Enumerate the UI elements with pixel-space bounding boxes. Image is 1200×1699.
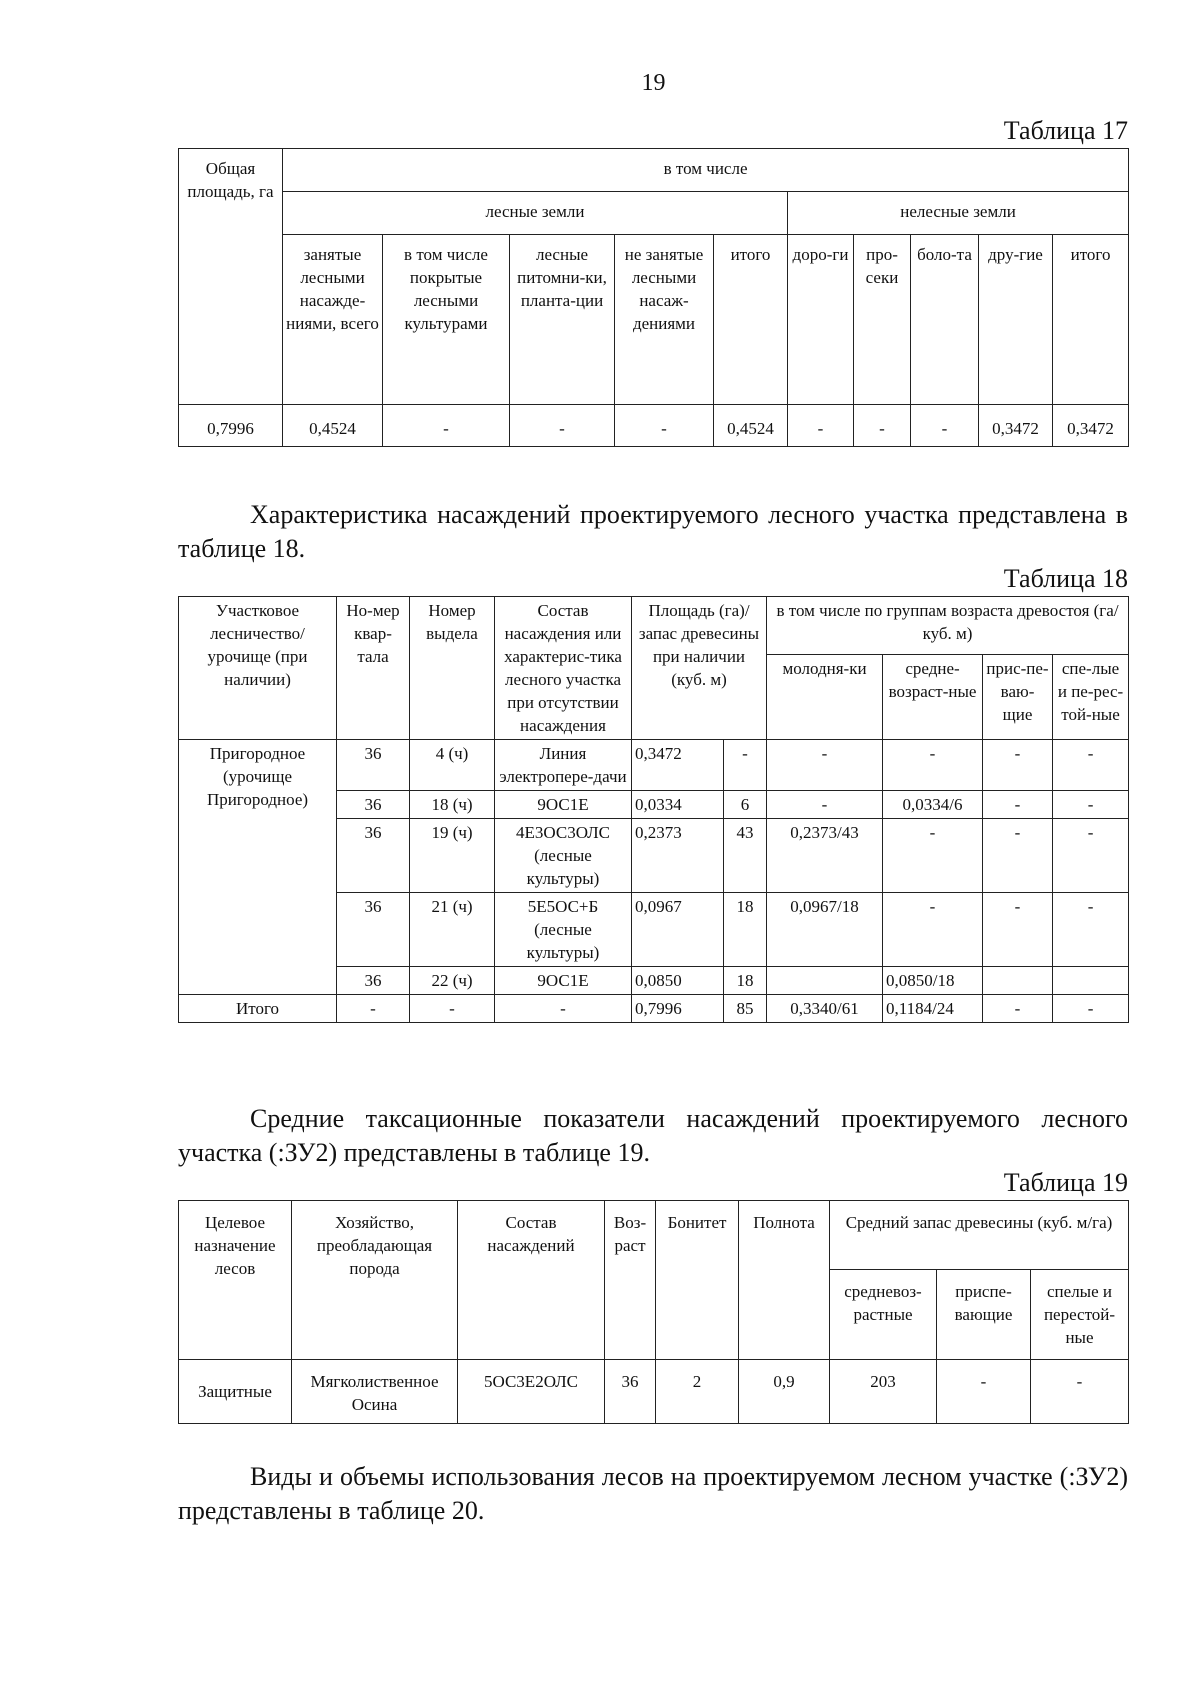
header-area: Площадь (га)/запас древесины при наличии (куб. м): [632, 597, 767, 740]
table-cell: -: [1053, 819, 1129, 893]
table-cell: -: [1053, 893, 1129, 967]
header-age-groups: в том числе по группам возраста древостоя (га/куб. м): [767, 597, 1129, 655]
table-cell: -: [983, 893, 1053, 967]
table-total-row: [179, 995, 1129, 1023]
table-cell: -: [983, 819, 1053, 893]
page-number: 19: [641, 70, 666, 96]
table-cell: -: [1053, 791, 1129, 819]
table-cell: -: [510, 405, 615, 447]
header-total-forest: итого: [714, 235, 788, 405]
table-cell: 36: [337, 893, 410, 967]
table-cell: 0,0850: [632, 967, 724, 995]
table-cell: [983, 967, 1053, 995]
header-covered-cultures: в том числе покрытые лесными культурами: [383, 235, 510, 405]
table-cell: 9ОС1Е: [495, 967, 632, 995]
table-cell: 6: [724, 791, 767, 819]
header-including: в том числе: [283, 149, 1129, 192]
header-density: Полнота: [739, 1201, 830, 1360]
header-roads: доро-ги: [788, 235, 854, 405]
header-purpose: Целевое назначение лесов: [179, 1201, 292, 1360]
header-stock: Средний запас древесины (куб. м/га): [830, 1201, 1129, 1270]
header-quarter: Но-мер квар-тала: [337, 597, 410, 740]
header-economy: Хозяйство, преобладающая порода: [292, 1201, 458, 1360]
header-mature: спелые и перестой-ные: [1031, 1270, 1129, 1360]
table-cell: 18 (ч): [410, 791, 495, 819]
table-cell: 0,0967: [632, 893, 724, 967]
paragraph-table-19: Средние таксационные показатели насаждений проектируемого лесного участка (:ЗУ2) представлены в таблице 19.: [178, 1104, 1128, 1167]
table-cell: -: [410, 995, 495, 1023]
table-cell: [767, 967, 883, 995]
table-cell: 22 (ч): [410, 967, 495, 995]
table-cell: 36: [605, 1360, 656, 1424]
table-cell: 0,7996: [179, 405, 283, 447]
table-cell: 0,0334: [632, 791, 724, 819]
table-cell: -: [883, 893, 983, 967]
table-cell: 4 (ч): [410, 740, 495, 791]
table-cell: 0,3472: [1053, 405, 1129, 447]
header-not-occupied: не занятые лесными насаж-дениями: [615, 235, 714, 405]
table-cell: 36: [337, 740, 410, 791]
table-cell: 43: [724, 819, 767, 893]
table-cell: 18: [724, 893, 767, 967]
header-ripening: прис-пе-ваю-щие: [983, 655, 1053, 740]
table-cell: -: [1031, 1360, 1129, 1424]
table-17: [178, 148, 1129, 447]
table-cell: 203: [830, 1360, 937, 1424]
table-cell: 85: [724, 995, 767, 1023]
table-cell: 0,0850/18: [883, 967, 983, 995]
table-cell: 0,7996: [632, 995, 724, 1023]
header-young: молодня-ки: [767, 655, 883, 740]
header-middle: средневоз-растные: [830, 1270, 937, 1360]
header-composition: Состав насаждения или характерис-тика лесного участка при отсутствии насаждения: [495, 597, 632, 740]
table-cell: 0,3340/61: [767, 995, 883, 1023]
header-total-area: Общая площадь, га: [179, 149, 283, 405]
table-cell: 19 (ч): [410, 819, 495, 893]
table-cell: -: [983, 740, 1053, 791]
table-cell: 0,1184/24: [883, 995, 983, 1023]
header-allotment: Номер выдела: [410, 597, 495, 740]
header-ripening: приспе-вающие: [937, 1270, 1031, 1360]
table-cell: -: [883, 819, 983, 893]
header-forest-lands: лесные земли: [283, 192, 788, 235]
table-cell: Защитные: [179, 1360, 292, 1424]
table-cell: -: [788, 405, 854, 447]
header-swamps: боло-та: [911, 235, 979, 405]
table-cell: -: [1053, 740, 1129, 791]
table-cell: -: [337, 995, 410, 1023]
header-bonitet: Бонитет: [656, 1201, 739, 1360]
table-cell: -: [983, 791, 1053, 819]
header-middle: средне-возраст-ные: [883, 655, 983, 740]
table-cell: 9ОС1Е: [495, 791, 632, 819]
header-nonforest-lands: нелесные земли: [788, 192, 1129, 235]
paragraph-table-18: Характеристика насаждений проектируемого лесного участка представлена в таблице 18.: [178, 500, 1128, 563]
table-row: [179, 1360, 1129, 1424]
table-cell: Линия электропере-дачи: [495, 740, 632, 791]
table-cell: 0,0967/18: [767, 893, 883, 967]
table-cell: 0,3472: [632, 740, 724, 791]
header-clearings: про-секи: [854, 235, 911, 405]
table-row: [179, 740, 1129, 791]
table-cell: 4Е3ОС3ОЛС (лесные культуры): [495, 819, 632, 893]
table-cell: -: [911, 405, 979, 447]
table-cell: 0,3472: [979, 405, 1053, 447]
table-cell: 36: [337, 819, 410, 893]
table-cell: -: [883, 740, 983, 791]
table-cell: 5ОС3Е2ОЛС: [458, 1360, 605, 1424]
table-cell: -: [615, 405, 714, 447]
table-cell: 21 (ч): [410, 893, 495, 967]
paragraph-table-20: Виды и объемы использования лесов на проектируемом лесном участке (:ЗУ2) представлены в таблице 20.: [178, 1462, 1128, 1525]
header-occupied: занятые лесными насажде-ниями, всего: [283, 235, 383, 405]
table-19-caption: Таблица 19: [1003, 1168, 1128, 1197]
table-19: [178, 1200, 1129, 1424]
header-composition: Состав насаждений: [458, 1201, 605, 1360]
table-cell: -: [383, 405, 510, 447]
table-cell: 36: [337, 967, 410, 995]
table-cell: [1053, 967, 1129, 995]
header-mature: спе-лые и пе-рес-той-ные: [1053, 655, 1129, 740]
table-cell: 0,2373/43: [767, 819, 883, 893]
header-total-nonforest: итого: [1053, 235, 1129, 405]
table-cell: 0,4524: [283, 405, 383, 447]
table-cell: -: [937, 1360, 1031, 1424]
table-cell: -: [983, 995, 1053, 1023]
table-cell: -: [767, 791, 883, 819]
table-cell: 0,2373: [632, 819, 724, 893]
forestry-name: Пригородное (урочище Пригородное): [179, 740, 337, 995]
table-cell: -: [724, 740, 767, 791]
header-forestry: Участковое лесничество/ урочище (при наличии): [179, 597, 337, 740]
header-nurseries: лесные питомни-ки, планта-ции: [510, 235, 615, 405]
table-17-caption: Таблица 17: [1003, 116, 1128, 145]
table-18-caption: Таблица 18: [1003, 564, 1128, 593]
table-cell: -: [767, 740, 883, 791]
header-age: Воз-раст: [605, 1201, 656, 1360]
table-cell: -: [495, 995, 632, 1023]
table-cell: 0,9: [739, 1360, 830, 1424]
table-cell: -: [1053, 995, 1129, 1023]
table-cell: 18: [724, 967, 767, 995]
table-cell: -: [854, 405, 911, 447]
total-label: Итого: [179, 995, 337, 1023]
table-cell: 36: [337, 791, 410, 819]
table-cell: 0,0334/6: [883, 791, 983, 819]
table-cell: Мягколиственное Осина: [292, 1360, 458, 1424]
table-18: [178, 596, 1129, 1023]
table-cell: 2: [656, 1360, 739, 1424]
header-other: дру-гие: [979, 235, 1053, 405]
table-cell: 0,4524: [714, 405, 788, 447]
table-cell: 5Е5ОС+Б (лесные культуры): [495, 893, 632, 967]
